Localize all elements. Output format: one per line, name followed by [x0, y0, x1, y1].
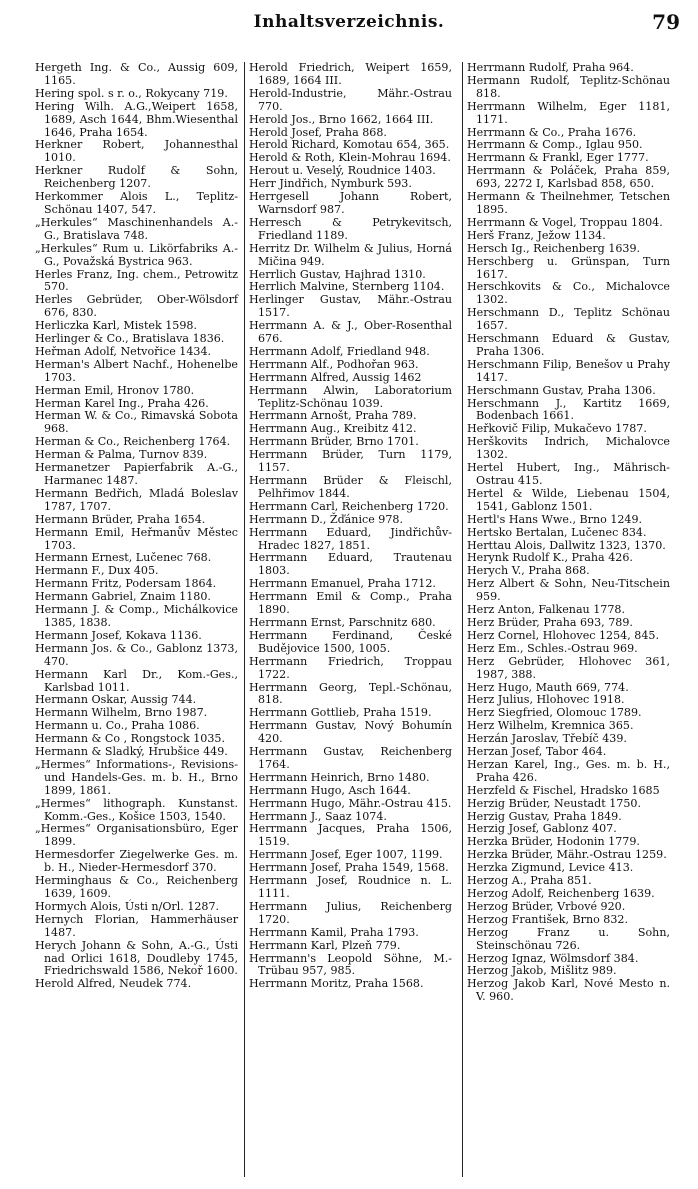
page-title: Inhaltsverzeichnis.: [253, 12, 445, 32]
index-entry: Hermann Karl Dr., Kom.-Ges., Karlsbad 1011.: [35, 667, 238, 694]
index-entry: Herold Friedrich, Weipert 1659, 1689, 1664 III.: [249, 61, 452, 87]
index-entry: Herrmann Alwin, Laboratorium Teplitz-Schönau 1039.: [249, 383, 452, 410]
index-entry: Herold Richard, Komotau 654, 365.: [249, 138, 450, 152]
index-entry: Herliczka Karl, Mistek 1598.: [35, 319, 197, 333]
index-entry: Herschmann Filip, Benešov u Prahy 1417.: [467, 357, 670, 384]
index-entry: Heřman Adolf, Netvořice 1434.: [35, 344, 212, 358]
index-entry: Herrmann Emil & Comp., Praha 1890.: [249, 590, 452, 617]
index-entry: Herles Franz, Ing. chem., Petrowitz 570.: [35, 267, 238, 294]
index-entry: Herz Gebrüder, Hlohovec 361, 1987, 388.: [467, 654, 670, 681]
index-entry: Herles Gebrüder, Ober-Wölsdorf 676, 830.: [35, 293, 238, 320]
index-entry: Herrmann Karl, Plzeň 779.: [249, 938, 401, 952]
index-entry: Herzog Adolf, Reichenberg 1639.: [467, 887, 655, 900]
index-entry: Hermann & Co , Rongstock 1035.: [35, 732, 225, 746]
index-entry: Herrmann & Comp., Iglau 950.: [467, 138, 643, 152]
index-entry: Hertsko Bertalan, Lučenec 834.: [467, 525, 647, 539]
index-entry: Herrmann Carl, Reichenberg 1720.: [249, 499, 449, 513]
index-entry: Herkommer Alois L., Teplitz-Schönau 1407, 547.: [35, 190, 238, 216]
index-entry: Herzfeld & Fischel, Hradsko 1685: [467, 783, 660, 797]
index-entry: Herrmann Brüder & Fleischl, Pelhřimov 1844.: [249, 474, 452, 500]
index-entry: „Hermes“ Organisationsbüro, Eger 1899.: [35, 822, 238, 849]
column-divider: [462, 62, 463, 1177]
index-entry: Herzka Zigmund, Levice 413.: [467, 861, 634, 875]
index-entry: Herz Anton, Falkenau 1778.: [467, 603, 625, 617]
index-entry: Herrmann Eduard, Trautenau 1803.: [249, 551, 452, 578]
index-entry: Herzog A., Praha 851.: [467, 874, 592, 888]
index-entry: Herrmann Hugo, Mähr.-Ostrau 415.: [249, 796, 452, 810]
index-entry: „Hermes“ Informations-, Revisions- und Handels-Ges. m. b. H., Brno 1899, 1861.: [35, 757, 238, 797]
index-entry: Herrmann Ernst, Parschnitz 680.: [249, 615, 436, 629]
index-entry: Hermann Wilhelm, Brno 1987.: [35, 706, 208, 720]
index-entry: „Herkules“ Rum u. Likörfabriks A.-G., Považská Bystrica 963.: [35, 241, 238, 268]
index-entry: Herz Albert & Sohn, Neu-Titschein 959.: [467, 577, 670, 604]
index-entry: Herrmann Josef, Praha 1549, 1568.: [249, 861, 449, 875]
index-entry: Herz Brüder, Praha 693, 789.: [467, 615, 633, 629]
index-entry: Herrmann Rudolf, Praha 964.: [467, 61, 634, 74]
index-entry: Herrmann Wilhelm, Eger 1181, 1171.: [467, 99, 670, 126]
index-entry: Herout u. Veselý, Roudnice 1403.: [249, 164, 436, 178]
index-entry: Herman's Albert Nachf., Hohenelbe 1703.: [35, 357, 238, 384]
index-entry: Hermann u. Co., Praha 1086.: [35, 719, 200, 733]
index-entry: Hertl's Hans Wwe., Brno 1249.: [467, 512, 643, 526]
index-entry: Herуch Johann & Sohn, A.-G., Ústi nad Orlici 1618, Doudleby 1745, Friedrichswald 1586, Nekoř 1600.: [35, 938, 238, 978]
index-entry: Herz Hugo, Mauth 669, 774.: [467, 680, 629, 694]
index-entry: Herschmann Eduard & Gustav, Praha 1306.: [467, 332, 670, 358]
index-entry: Herman & Palma, Turnov 839.: [35, 448, 208, 462]
index-entry: Hermann Emil, Heřmanův Městec 1703.: [35, 525, 238, 552]
index-entry: Herman & Co., Reichenberg 1764.: [35, 435, 231, 449]
index-entry: Hermann F., Dux 405.: [35, 564, 159, 578]
index-entry: Herrgesell Johann Robert, Warnsdorf 987.: [249, 190, 452, 216]
index-entry: Hermann Josef, Kokava 1136.: [35, 628, 202, 642]
index-entry: Hermann Fritz, Podersam 1864.: [35, 577, 217, 591]
index-entry: Hormych Alois, Ústi n/Orl. 1287.: [35, 899, 220, 913]
index-entry: Herrmann's Leopold Söhne, M.-Trübau 957, 985.: [249, 951, 452, 978]
index-entry: Herrmann & Poláček, Praha 859, 693, 2272 I, Karlsbad 858, 650.: [467, 164, 670, 191]
index-entry: Herrmann D., Žďánice 978.: [249, 512, 403, 526]
index-entry: Herrmann Josef, Eger 1007, 1199.: [249, 848, 443, 862]
index-entry: Herzka Brüder, Hodonin 1779.: [467, 835, 640, 849]
index-entry: Hertel & Wilde, Liebenau 1504, 1541, Gablonz 1501.: [467, 486, 670, 513]
index-columns: [35, 62, 671, 1182]
index-entry: Herman W. & Co., Rimavská Sobota 968.: [35, 409, 238, 436]
index-entry: Herrmann Heinrich, Brno 1480.: [249, 770, 430, 784]
page-number: 79: [652, 10, 680, 34]
index-entry: Herkner Robert, Johannesthal 1010.: [35, 138, 238, 165]
index-entry: Herrmann Brüder, Brno 1701.: [249, 435, 419, 449]
index-entry: Hering spol. s r. o., Rokycany 719.: [35, 86, 228, 100]
index-entry: Herynk Rudolf K., Praha 426.: [467, 551, 633, 565]
index-entry: „Hermes“ lithograph. Kunstanst. Komm.-Ges., Košice 1503, 1540.: [35, 796, 238, 823]
index-entry: Herrmann Hugo, Asch 1644.: [249, 783, 411, 797]
index-entry: Herrmann Julius, Reichenberg 1720.: [249, 899, 452, 926]
index-entry: Hering Wilh. A.G.,Weipert 1658, 1689, Asch 1644, Bhm.Wiesenthal 1646, Praha 1654.: [35, 99, 238, 139]
index-entry: Herzog Brüder, Vrbové 920.: [467, 899, 626, 913]
index-entry: Hertel Hubert, Ing., Mährisch-Ostrau 415.: [467, 461, 670, 487]
index-entry: Hersch Ig., Reichenberg 1639.: [467, 241, 641, 255]
index-entry: Herrmann Adolf, Friedland 948.: [249, 344, 430, 358]
index-entry: Herrmann & Frankl, Eger 1777.: [467, 151, 649, 165]
index-entry: Herrmann Jacques, Praha 1506, 1519.: [249, 822, 452, 849]
index-entry: Hermann Rudolf, Teplitz-Schönau 818.: [467, 73, 670, 100]
index-entry: Herrmann Eduard, Jindřichův-Hradec 1827, 1851.: [249, 525, 452, 552]
index-entry: Herzan Josef, Tabor 464.: [467, 745, 607, 759]
index-entry: Herrmann Gustav, Reichenberg 1764.: [249, 745, 452, 771]
index-entry: Heřkovič Filip, Mukačevo 1787.: [467, 422, 647, 436]
index-entry: Herškovits Indrich, Michalovce 1302.: [467, 435, 670, 462]
index-entry: Herold Jos., Brno 1662, 1664 III.: [249, 112, 434, 126]
index-entry: Herz Wilhelm, Kremnica 365.: [467, 719, 634, 733]
index-entry: Herz Cornel, Hlohovec 1254, 845.: [467, 628, 659, 642]
index-entry: Herzog František, Brno 832.: [467, 912, 629, 926]
index-entry: Herschmann D., Teplitz Schönau 1657.: [467, 306, 670, 333]
index-entry: Herzog Jakob, Mišlitz 989.: [467, 964, 617, 978]
index-entry: Herrmann Gustav, Nový Bohumín 420.: [249, 719, 452, 746]
index-entry: Hermann Bedřich, Mladá Boleslav 1787, 1707.: [35, 486, 238, 513]
page-header: [0, 10, 698, 36]
index-column-2: [249, 62, 452, 991]
index-entry: Herrmann & Vogel, Troppau 1804.: [467, 215, 663, 229]
index-entry: Herš Franz, Ježow 1134.: [467, 228, 606, 242]
index-entry: Herold-Industrie, Mähr.-Ostrau 770.: [249, 86, 452, 113]
index-entry: Herrmann Emanuel, Praha 1712.: [249, 577, 436, 591]
index-entry: Herold Josef, Praha 868.: [249, 125, 387, 139]
index-entry: Hermann & Sladký, Hrubšice 449.: [35, 745, 228, 759]
index-entry: Herzog Jakob Karl, Nové Mesto n. V. 960.: [467, 977, 670, 1004]
index-column-1: [35, 62, 238, 991]
index-column-3: [467, 62, 670, 1004]
index-entry: Herttau Alois, Dallwitz 1323, 1370.: [467, 538, 666, 552]
index-entry: Herzog Franz u. Sohn, Steinschönau 726.: [467, 925, 670, 952]
index-entry: Herrmann Moritz, Praha 1568.: [249, 977, 424, 991]
index-entry: Herman Emil, Hronov 1780.: [35, 383, 195, 397]
index-entry: Herrmann J., Saaz 1074.: [249, 809, 387, 823]
index-entry: Herlinger & Co., Bratislava 1836.: [35, 332, 225, 346]
index-entry: Herresch & Petrykevitsch, Friedland 1189.: [249, 215, 452, 242]
index-entry: Hermanetzer Papierfabrik A.-G., Harmanec 1487.: [35, 461, 238, 487]
index-entry: Herrmann Georg, Tepl.-Schönau, 818.: [249, 680, 452, 707]
index-entry: Herschmann Gustav, Praha 1306.: [467, 383, 656, 397]
index-entry: Herritz Dr. Wilhelm & Julius, Horná Mičina 949.: [249, 241, 452, 268]
index-entry: Herschkovits & Co., Michalovce 1302.: [467, 280, 670, 307]
index-entry: Herold Alfred, Neudek 774.: [35, 977, 192, 991]
index-entry: Herrlich Gustav, Hajhrad 1310.: [249, 267, 426, 281]
index-entry: Herschmann J., Kartitz 1669, Bodenbach 1661.: [467, 396, 670, 423]
index-entry: Herold & Roth, Klein-Mohrau 1694.: [249, 151, 451, 165]
index-entry: Hermann Jos. & Co., Gablonz 1373, 470.: [35, 641, 238, 668]
index-entry: Herzog Ignaz, Wölmsdorf 384.: [467, 951, 639, 965]
index-entry: Herminghaus & Co., Reichenberg 1639, 1609.: [35, 874, 238, 900]
index-entry: Herz Julius, Hlohovec 1918.: [467, 693, 625, 707]
index-entry: Herrmann Kamil, Praha 1793.: [249, 925, 419, 939]
index-entry: Hermann Gabriel, Znaim 1180.: [35, 590, 211, 604]
index-entry: Hermann & Theilnehmer, Tetschen 1895.: [467, 190, 670, 216]
index-entry: Herrmann Alfred, Aussig 1462: [249, 370, 422, 384]
index-entry: Herrlich Malvine, Sternberg 1104.: [249, 280, 445, 294]
index-entry: Herrmann Gottlieb, Praha 1519.: [249, 706, 432, 720]
index-entry: Herrmann Alf., Podhořan 963.: [249, 357, 419, 371]
index-entry: Herzig Brüder, Neustadt 1750.: [467, 796, 641, 810]
index-entry: Herz Em., Schles.-Ostrau 969.: [467, 641, 638, 655]
index-entry: Hernych Florian, Hammerhäuser 1487.: [35, 912, 238, 939]
index-entry: Hergeth Ing. & Co., Aussig 609, 1165.: [35, 61, 238, 87]
column-divider: [244, 62, 245, 1177]
index-entry: Hermann Ernest, Lučenec 768.: [35, 551, 212, 565]
index-entry: Hermesdorfer Ziegelwerke Ges. m. b. H., Nieder-Hermesdorf 370.: [35, 848, 238, 875]
index-entry: Herzig Josef, Gablonz 407.: [467, 822, 617, 836]
index-entry: Herrmann A. & J., Ober-Rosenthal 676.: [249, 319, 452, 346]
index-entry: Herrmann Brüder, Turn 1179, 1157.: [249, 448, 452, 475]
index-entry: Herych V., Praha 868.: [467, 564, 590, 578]
index-entry: Hermann Oskar, Aussig 744.: [35, 693, 197, 707]
index-entry: Herr Jindřich, Nymburk 593.: [249, 177, 412, 191]
index-entry: Herlinger Gustav, Mähr.-Ostrau 1517.: [249, 293, 452, 320]
index-entry: Herrmann Ferdinand, České Budějovice 1500, 1005.: [249, 628, 452, 655]
index-entry: Herrmann Aug., Kreibitz 412.: [249, 422, 417, 436]
index-entry: Herman Karel Ing., Praha 426.: [35, 396, 209, 410]
index-entry: Hermann Brüder, Praha 1654.: [35, 512, 206, 526]
index-entry: Herzan Karel, Ing., Ges. m. b. H., Praha 426.: [467, 757, 670, 784]
index-entry: Herkner Rudolf & Sohn, Reichenberg 1207.: [35, 164, 238, 191]
index-entry: Herschberg u. Grünspan, Turn 1617.: [467, 254, 670, 281]
index-entry: Herz Siegfried, Olomouc 1789.: [467, 706, 642, 720]
index-entry: Herzka Brüder, Mähr.-Ostrau 1259.: [467, 848, 667, 862]
index-entry: Herrmann & Co., Praha 1676.: [467, 125, 637, 139]
index-entry: Hermann J. & Comp., Michálkovice 1385, 1838.: [35, 603, 238, 629]
index-entry: Herrmann Josef, Roudnice n. L. 1111.: [249, 874, 452, 900]
index-entry: „Herkules“ Maschinenhandels A.-G., Bratislava 748.: [35, 215, 238, 242]
index-entry: Herrmann Arnošt, Praha 789.: [249, 409, 417, 423]
index-entry: Herzán Jaroslav, Třebíč 439.: [467, 732, 627, 746]
index-entry: Herrmann Friedrich, Troppau 1722.: [249, 654, 452, 681]
index-entry: Herzig Gustav, Praha 1849.: [467, 809, 622, 823]
